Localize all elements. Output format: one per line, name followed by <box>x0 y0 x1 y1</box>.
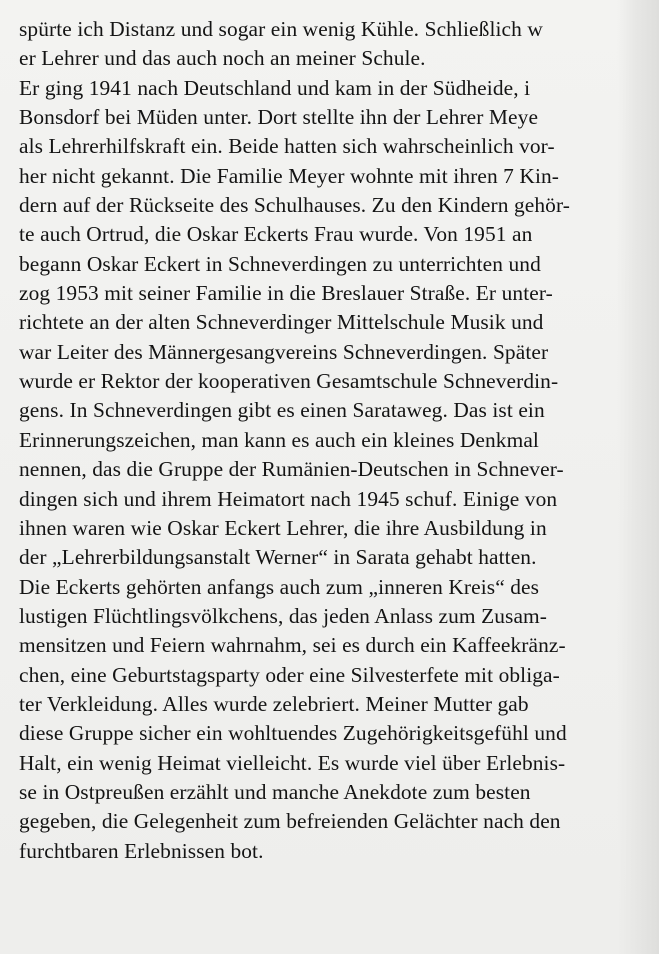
text-line: ihnen waren wie Oskar Eckert Lehrer, die ihre Ausbildung in <box>19 515 547 540</box>
text-line: Halt, ein wenig Heimat vielleicht. Es wurde viel über Erlebnis- <box>19 750 566 775</box>
text-line: furchtbaren Erlebnissen bot. <box>19 838 264 863</box>
text-line: ter Verkleidung. Alles wurde zelebriert. Meiner Mutter gab <box>19 691 529 716</box>
text-line: dern auf der Rückseite des Schulhauses. Zu den Kindern gehör- <box>19 193 570 218</box>
text-line: Er ging 1941 nach Deutschland und kam in der Südheide, i <box>19 75 531 100</box>
text-line: lustigen Flüchtlingsvölkchens, das jeden Anlass zum Zusam- <box>19 603 548 628</box>
text-line: war Leiter des Männergesangvereins Schneverdingen. Später <box>19 339 549 364</box>
text-line: gegeben, die Gelegenheit zum befreienden Gelächter nach den <box>19 809 561 834</box>
text-line: her nicht gekannt. Die Familie Meyer wohnte mit ihren 7 Kin- <box>19 163 560 188</box>
body-text <box>19 15 659 866</box>
text-line: Bonsdorf bei Müden unter. Dort stellte ihn der Lehrer Meye <box>19 105 539 130</box>
text-line: wurde er Rektor der kooperativen Gesamtschule Schneverdin- <box>19 369 559 394</box>
text-line: mensitzen und Feiern wahrnahm, sei es durch ein Kaffeekränz- <box>19 633 566 658</box>
text-line: diese Gruppe sicher ein wohltuendes Zugehörigkeitsgefühl und <box>19 721 567 746</box>
text-line: er Lehrer und das auch noch an meiner Schule. <box>19 46 426 71</box>
text-line: der „Lehrerbildungsanstalt Werner“ in Sarata gehabt hatten. <box>19 545 537 570</box>
text-line: nennen, das die Gruppe der Rumänien-Deutschen in Schnever- <box>19 457 564 482</box>
text-line: spürte ich Distanz und sogar ein wenig Kühle. Schließlich w <box>19 17 543 41</box>
text-line: dingen sich und ihrem Heimatort nach 1945 schuf. Einige von <box>19 486 558 511</box>
text-line: chen, eine Geburtstagsparty oder eine Silvesterfete mit obliga- <box>19 662 560 687</box>
text-line: Die Eckerts gehörten anfangs auch zum „inneren Kreis“ des <box>19 574 540 599</box>
text-line: se in Ostpreußen erzählt und manche Anekdote zum besten <box>19 779 531 804</box>
text-line: gens. In Schneverdingen gibt es einen Saratawеg. Das ist ein <box>19 398 545 423</box>
text-line: te auch Ortrud, die Oskar Eckerts Frau wurde. Von 1951 an <box>19 222 533 247</box>
text-line: begann Oskar Eckert in Schneverdingen zu unterrichten und <box>19 251 541 276</box>
text-line: Erinnerungszeichen, man kann es auch ein kleines Denkmal <box>19 427 539 452</box>
text-line: als Lehrerhilfskraft ein. Beide hatten sich wahrscheinlich vor- <box>19 134 555 159</box>
text-line: richtete an der alten Schneverdinger Mittelschule Musik und <box>19 310 544 335</box>
text-line: zog 1953 mit seiner Familie in die Breslauer Straße. Er unter- <box>19 281 553 306</box>
